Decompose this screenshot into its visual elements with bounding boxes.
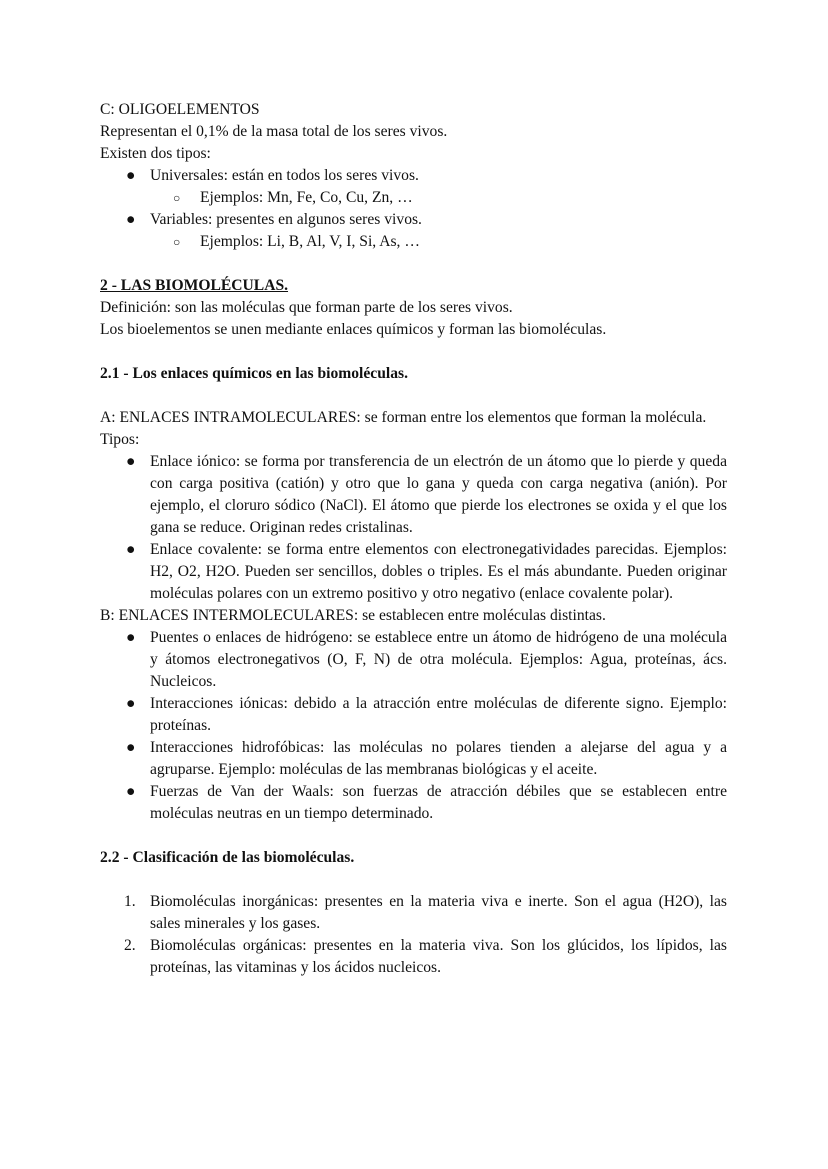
list-item-text: Fuerzas de Van der Waals: son fuerzas de atracción débiles que se establecen entre moléculas neutras en un tiempo determinado.	[150, 783, 727, 822]
sub-list-item	[100, 187, 727, 209]
bullet-icon: ●	[126, 783, 136, 800]
bullet-icon: ●	[126, 739, 136, 756]
list-item	[100, 165, 727, 187]
list-item-text: Universales: están en todos los seres vivos.	[150, 167, 419, 184]
circle-bullet-icon: ○	[173, 191, 181, 205]
paragraph: Definición: son las moléculas que forman parte de los seres vivos.	[100, 299, 513, 316]
numbered-item	[100, 935, 727, 979]
list-item-text: Interacciones hidrofóbicas: las moléculas no polares tienden a alejarse del agua y a agruparse. Ejemplo: moléculas de las membranas biológicas y el aceite.	[150, 739, 727, 778]
section-heading-biomoleculas: 2 - LAS BIOMOLÉCULAS.	[100, 277, 289, 294]
item-number: 2.	[124, 937, 136, 954]
sub-list-item	[100, 231, 727, 253]
classification-list	[100, 891, 727, 979]
inter-list	[100, 627, 727, 825]
sub-list-item-text: Ejemplos: Li, B, Al, V, I, Si, As, …	[200, 233, 420, 250]
paragraph: Representan el 0,1% de la masa total de los seres vivos.	[100, 123, 448, 140]
paragraph: Tipos:	[100, 431, 140, 448]
list-item	[100, 539, 727, 605]
numbered-item	[100, 891, 727, 935]
subsection-heading-clasificacion: 2.2 - Clasificación de las biomoléculas.	[100, 849, 355, 866]
paragraph: Existen dos tipos:	[100, 145, 211, 162]
numbered-item-text: Biomoléculas inorgánicas: presentes en la materia viva e inerte. Son el agua (H2O), las sales minerales y los gases.	[150, 893, 727, 932]
bullet-icon: ●	[126, 695, 136, 712]
numbered-item-text: Biomoléculas orgánicas: presentes en la materia viva. Son los glúcidos, los lípidos, las proteínas, las vitaminas y los ácidos nucleicos.	[150, 937, 727, 976]
list-item-text: Enlace covalente: se forma entre elementos con electronegatividades parecidas. Ejemplos: H2, O2, H2O. Pueden ser sencillos, dobles o triples. Es el más abundante. Pueden originar moléculas polares con un extremo positivo y otro negativo (enlace covalente polar).	[150, 541, 727, 602]
circle-bullet-icon: ○	[173, 235, 181, 249]
list-item	[100, 781, 727, 825]
section-heading-oligoelementos: C: OLIGOELEMENTOS	[100, 101, 260, 118]
list-item	[100, 627, 727, 693]
list-item	[100, 693, 727, 737]
list-item-text: Puentes o enlaces de hidrógeno: se establece entre un átomo de hidrógeno de una molécula y átomos electronegativos (O, F, N) de otra molécula. Ejemplos: Agua, proteínas, ács. Nucleicos.	[150, 629, 727, 690]
list-item-text: Interacciones iónicas: debido a la atracción entre moléculas de diferente signo. Ejemplo: proteínas.	[150, 695, 727, 734]
subsection-heading-enlaces: 2.1 - Los enlaces químicos en las biomoléculas.	[100, 365, 408, 382]
document-page	[100, 99, 727, 979]
list-item	[100, 451, 727, 539]
intra-list	[100, 451, 727, 605]
list-item	[100, 737, 727, 781]
list-item-text: Variables: presentes en algunos seres vivos.	[150, 211, 422, 228]
paragraph-intermoleculares: B: ENLACES INTERMOLECULARES: se establecen entre moléculas distintas.	[100, 607, 606, 624]
list-item	[100, 209, 727, 231]
sub-list-item-text: Ejemplos: Mn, Fe, Co, Cu, Zn, …	[200, 189, 413, 206]
oligo-list	[100, 165, 727, 253]
paragraph-intramoleculares: A: ENLACES INTRAMOLECULARES: se forman entre los elementos que forman la molécula.	[100, 409, 707, 426]
list-item-text: Enlace iónico: se forma por transferencia de un electrón de un átomo que lo pierde y queda con carga positiva (catión) y otro que lo gana y queda con carga negativa (anión). Por ejemplo, el cloruro sódico (NaCl). El átomo que pierde los electrones se oxida y el que los gana se reduce. Originan redes cristalinas.	[150, 453, 727, 536]
bullet-icon: ●	[126, 629, 136, 646]
bullet-icon: ●	[126, 167, 136, 184]
bullet-icon: ●	[126, 453, 136, 470]
item-number: 1.	[124, 893, 136, 910]
paragraph: Los bioelementos se unen mediante enlaces químicos y forman las biomoléculas.	[100, 321, 607, 338]
bullet-icon: ●	[126, 541, 136, 558]
bullet-icon: ●	[126, 211, 136, 228]
